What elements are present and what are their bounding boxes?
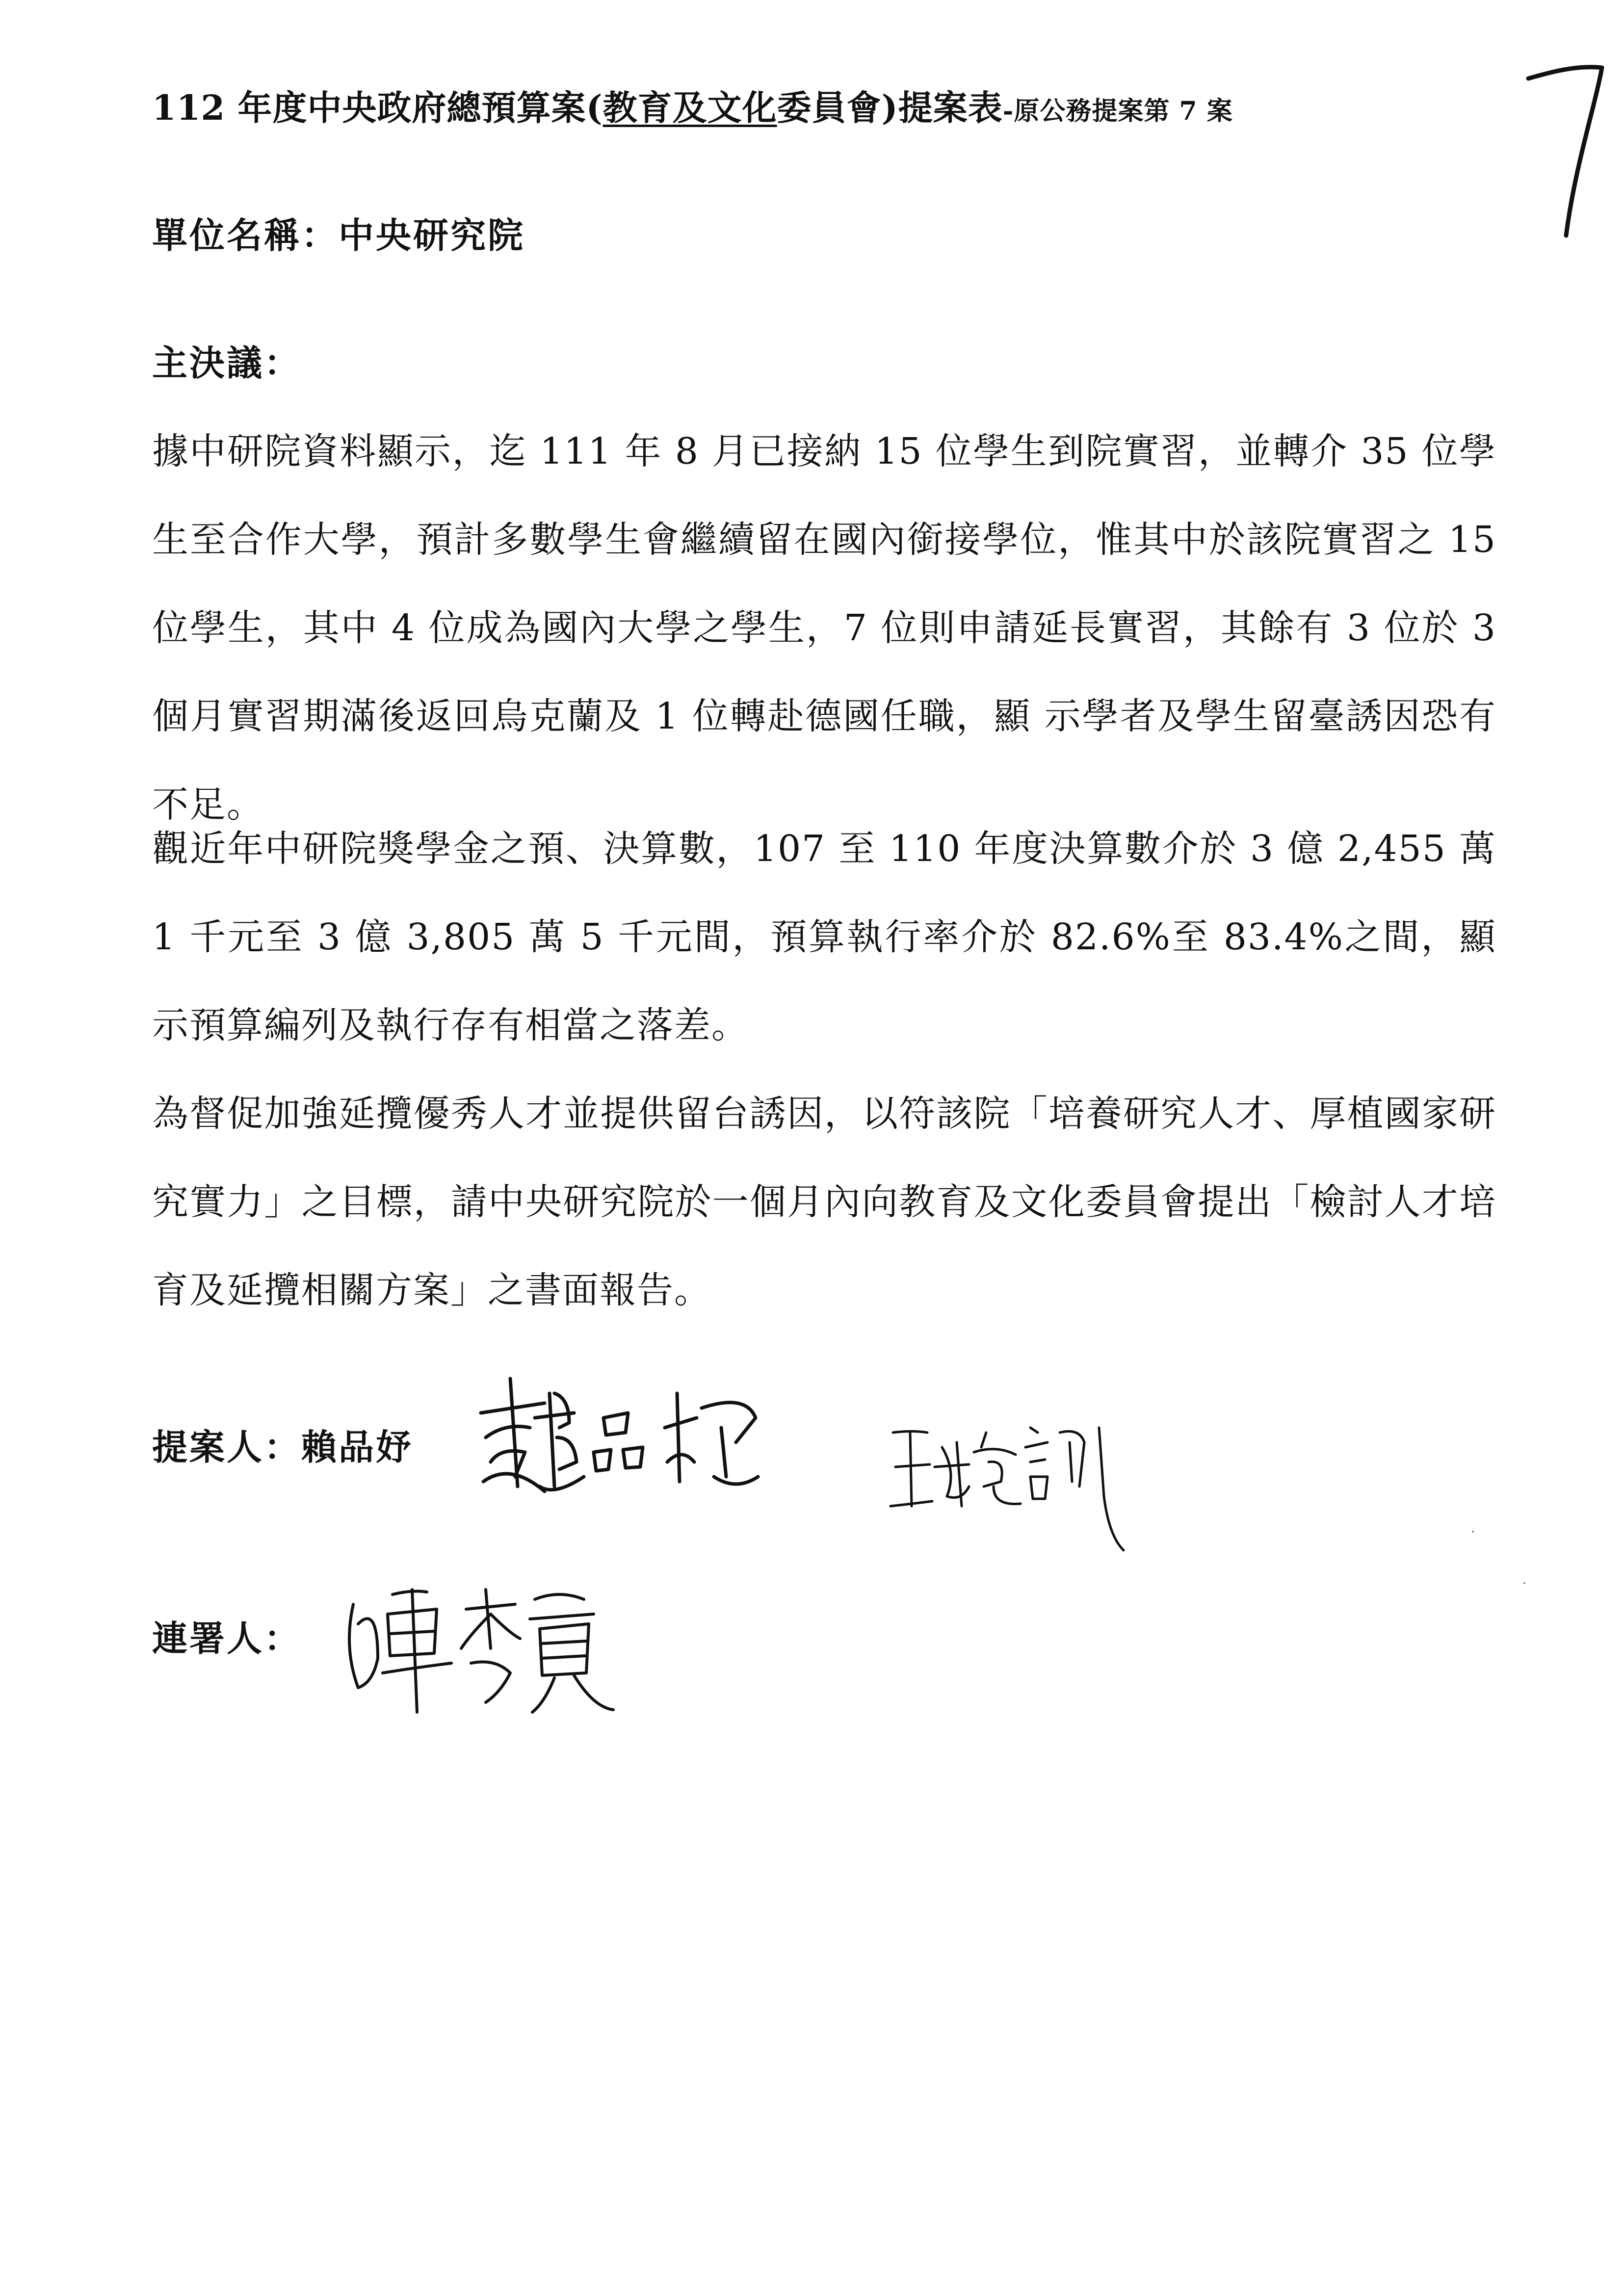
paragraph-2: 觀近年中研院獎學金之預、決算數，107 至 110 年度決算數介於 3 億 2,455 萬 1 千元至 3 億 3,805 萬 5 千元間，預算執行率介於 82.6%至 83.4%之間，顯示預算編列及執行存有相當之落差。 [152, 828, 1496, 1046]
unit-name [152, 211, 525, 260]
proposer-label: 提案人： [152, 1426, 302, 1468]
cosigner-line [152, 1614, 301, 1663]
paragraph-3: 為督促加強延攬優秀人才並提供留台誘因，以符該院「培養研究人才、厚植國家研究實力」之目標，請中央研究院於一個月內向教育及文化委員會提出「檢討人才培育及延攬相關方案」之書面報告。 [152, 1093, 1496, 1311]
signature-1 [471, 1364, 775, 1511]
proposer-name: 賴品妤 [301, 1426, 414, 1468]
main-resolution-label: 主決議： [152, 342, 302, 384]
cosigner-label: 連署人： [152, 1618, 302, 1659]
scan-speck [1523, 1582, 1525, 1584]
unit-value: 中央研究院 [339, 214, 525, 256]
title-suffix: -原公務提案第 7 案 [1002, 96, 1233, 126]
document-title [152, 83, 1516, 136]
signature-3 [339, 1575, 643, 1722]
title-middle: 委員會)提案表 [777, 87, 1003, 128]
unit-label: 單位名稱： [152, 214, 339, 256]
title-committee: 教育及文化 [602, 87, 777, 128]
signature-2 [883, 1413, 1138, 1560]
title-prefix: 112 年度中央政府總預算案( [152, 87, 603, 128]
paragraph-1: 據中研院資料顯示，迄 111 年 8 月已接納 15 位學生到院實習，並轉介 35 位學生至合作大學，預計多數學生會繼續留在國內銜接學位，惟其中於該院實習之 15 位學生，其中 4 位成為國內大學之學生，7 位則申請延長實習，其餘有 3 位於 3 個月實習期滿後返回烏克蘭及 1 位轉赴德國任職，顯 示學者及學生留臺誘因恐有不足。 [152, 430, 1496, 826]
scan-speck [1472, 1531, 1474, 1533]
handwritten-page-number [1521, 59, 1609, 245]
proposer-line [152, 1423, 413, 1472]
